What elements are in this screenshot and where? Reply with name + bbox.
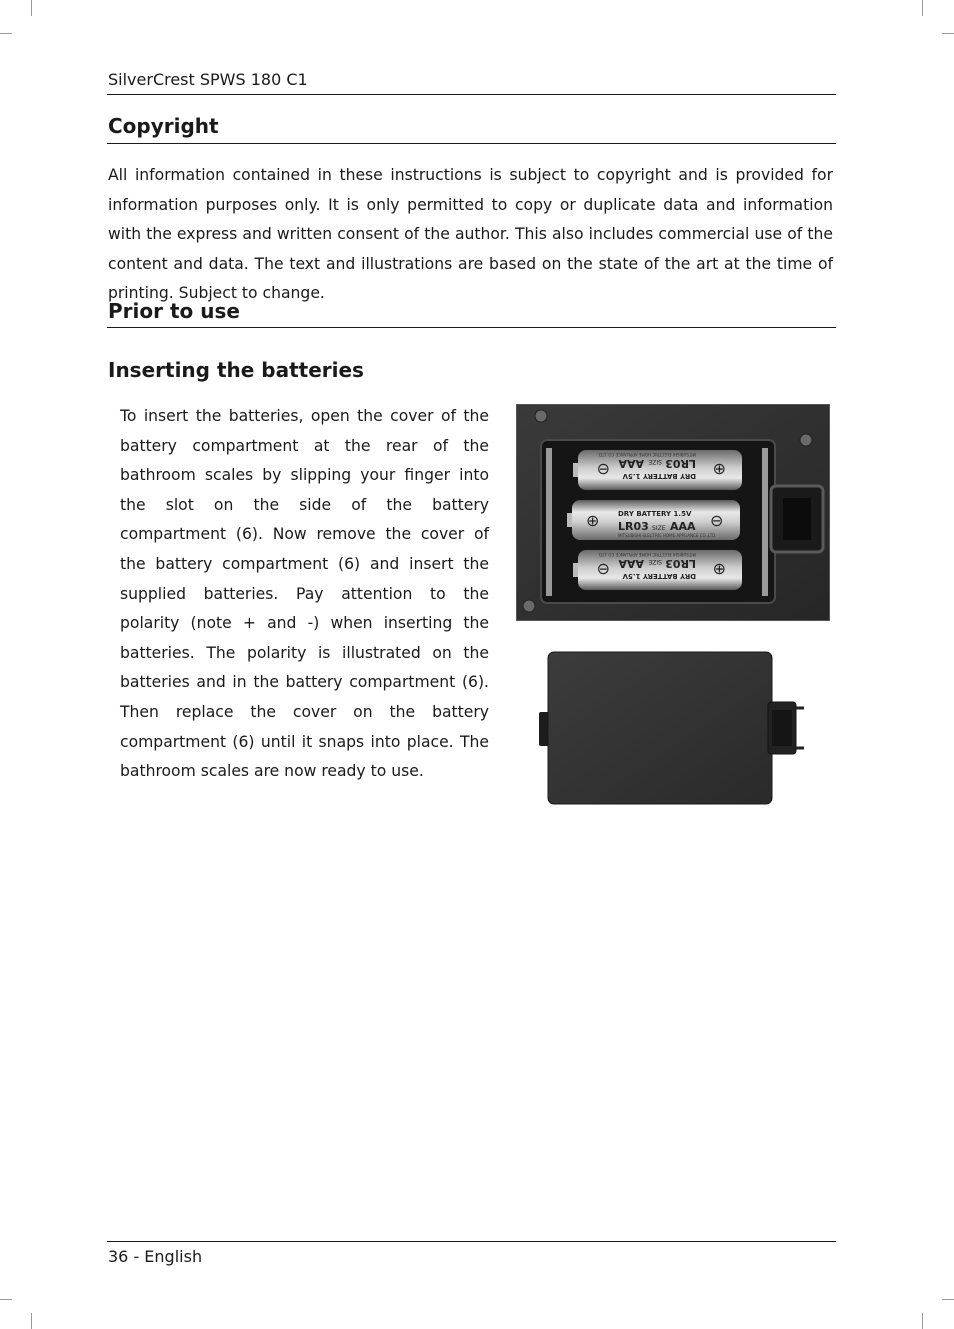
svg-text:DRY BATTERY 1.5V: DRY BATTERY 1.5V	[618, 510, 692, 518]
svg-text:MITSUBISHI ELECTRIC HOME APPLI: MITSUBISHI ELECTRIC HOME APPLIANCE CO.,LTD.	[597, 452, 696, 457]
crop-mark	[942, 33, 954, 34]
crop-mark	[0, 1299, 12, 1300]
crop-mark	[922, 1313, 923, 1329]
svg-text:⊕: ⊕	[586, 511, 600, 530]
svg-text:DRY BATTERY 1.5V: DRY BATTERY 1.5V	[622, 572, 696, 580]
crop-mark	[0, 33, 12, 34]
svg-text:DRY BATTERY 1.5V: DRY BATTERY 1.5V	[622, 472, 696, 480]
crop-mark	[31, 0, 32, 16]
svg-text:⊕: ⊕	[712, 460, 726, 479]
screw-icon	[535, 410, 547, 422]
svg-text:⊕: ⊕	[712, 560, 726, 579]
copyright-heading: Copyright	[108, 114, 219, 138]
prior-to-use-rule	[107, 327, 836, 328]
footer-rule	[107, 1241, 836, 1242]
copyright-paragraph: All information contained in these instructions is subject to copyright and is provided for information purposes only. It is only permitted to copy or duplicate data and information with the express and written consent of the author. This also includes commercial use of the content and data. The text and illustrations are based on the state of the art at the time of printing. Subject to change.	[108, 166, 833, 302]
battery-compartment-image	[516, 404, 830, 621]
inserting-batteries-heading: Inserting the batteries	[108, 358, 364, 382]
battery-cover-image	[536, 650, 806, 806]
crop-mark	[942, 1299, 954, 1300]
svg-text:SIZE: SIZE	[648, 558, 662, 565]
svg-text:SIZE: SIZE	[648, 458, 662, 465]
svg-text:AAA: AAA	[618, 457, 644, 470]
copyright-rule	[107, 143, 836, 144]
svg-text:MITSUBISHI ELECTRIC HOME APPLI: MITSUBISHI ELECTRIC HOME APPLIANCE CO.,LTD.	[597, 552, 696, 557]
running-header: SilverCrest SPWS 180 C1	[108, 70, 308, 89]
aaa-battery	[573, 550, 742, 590]
aaa-battery	[573, 450, 742, 490]
screw-icon	[800, 434, 812, 446]
prior-to-use-heading: Prior to use	[108, 299, 240, 323]
svg-text:MITSUBISHI ELECTRIC HOME APPLI: MITSUBISHI ELECTRIC HOME APPLIANCE CO.,LTD.	[618, 533, 717, 538]
header-rule	[107, 94, 836, 95]
svg-text:AAA: AAA	[618, 557, 644, 570]
svg-text:SIZE: SIZE	[652, 525, 666, 532]
inserting-batteries-paragraph: To insert the batteries, open the cover of the battery compartment at the rear of the bathroom scales by slipping your finger into the slot on the side of the battery compartment (6). Now remove the cover of the battery compartment (6) and insert the supplied batteries. Pay attention to the polarity (note + and -) when inserting the batteries. The polarity is illustrated on the batteries and in the battery compartment (6). Then replace the cover on the battery compartment (6) until it snaps into place. The bathroom scales are now ready to use.	[120, 407, 489, 781]
crop-mark	[922, 0, 923, 16]
svg-text:⊖: ⊖	[596, 560, 610, 579]
svg-text:⊖: ⊖	[710, 511, 724, 530]
aaa-battery	[567, 500, 740, 540]
screw-icon	[523, 600, 535, 612]
svg-text:AAA: AAA	[670, 520, 696, 533]
svg-text:LR03: LR03	[665, 557, 696, 570]
crop-mark	[31, 1313, 32, 1329]
svg-text:⊖: ⊖	[596, 460, 610, 479]
svg-text:LR03: LR03	[618, 520, 649, 533]
svg-text:LR03: LR03	[665, 457, 696, 470]
page-number: 36 - English	[108, 1247, 203, 1266]
